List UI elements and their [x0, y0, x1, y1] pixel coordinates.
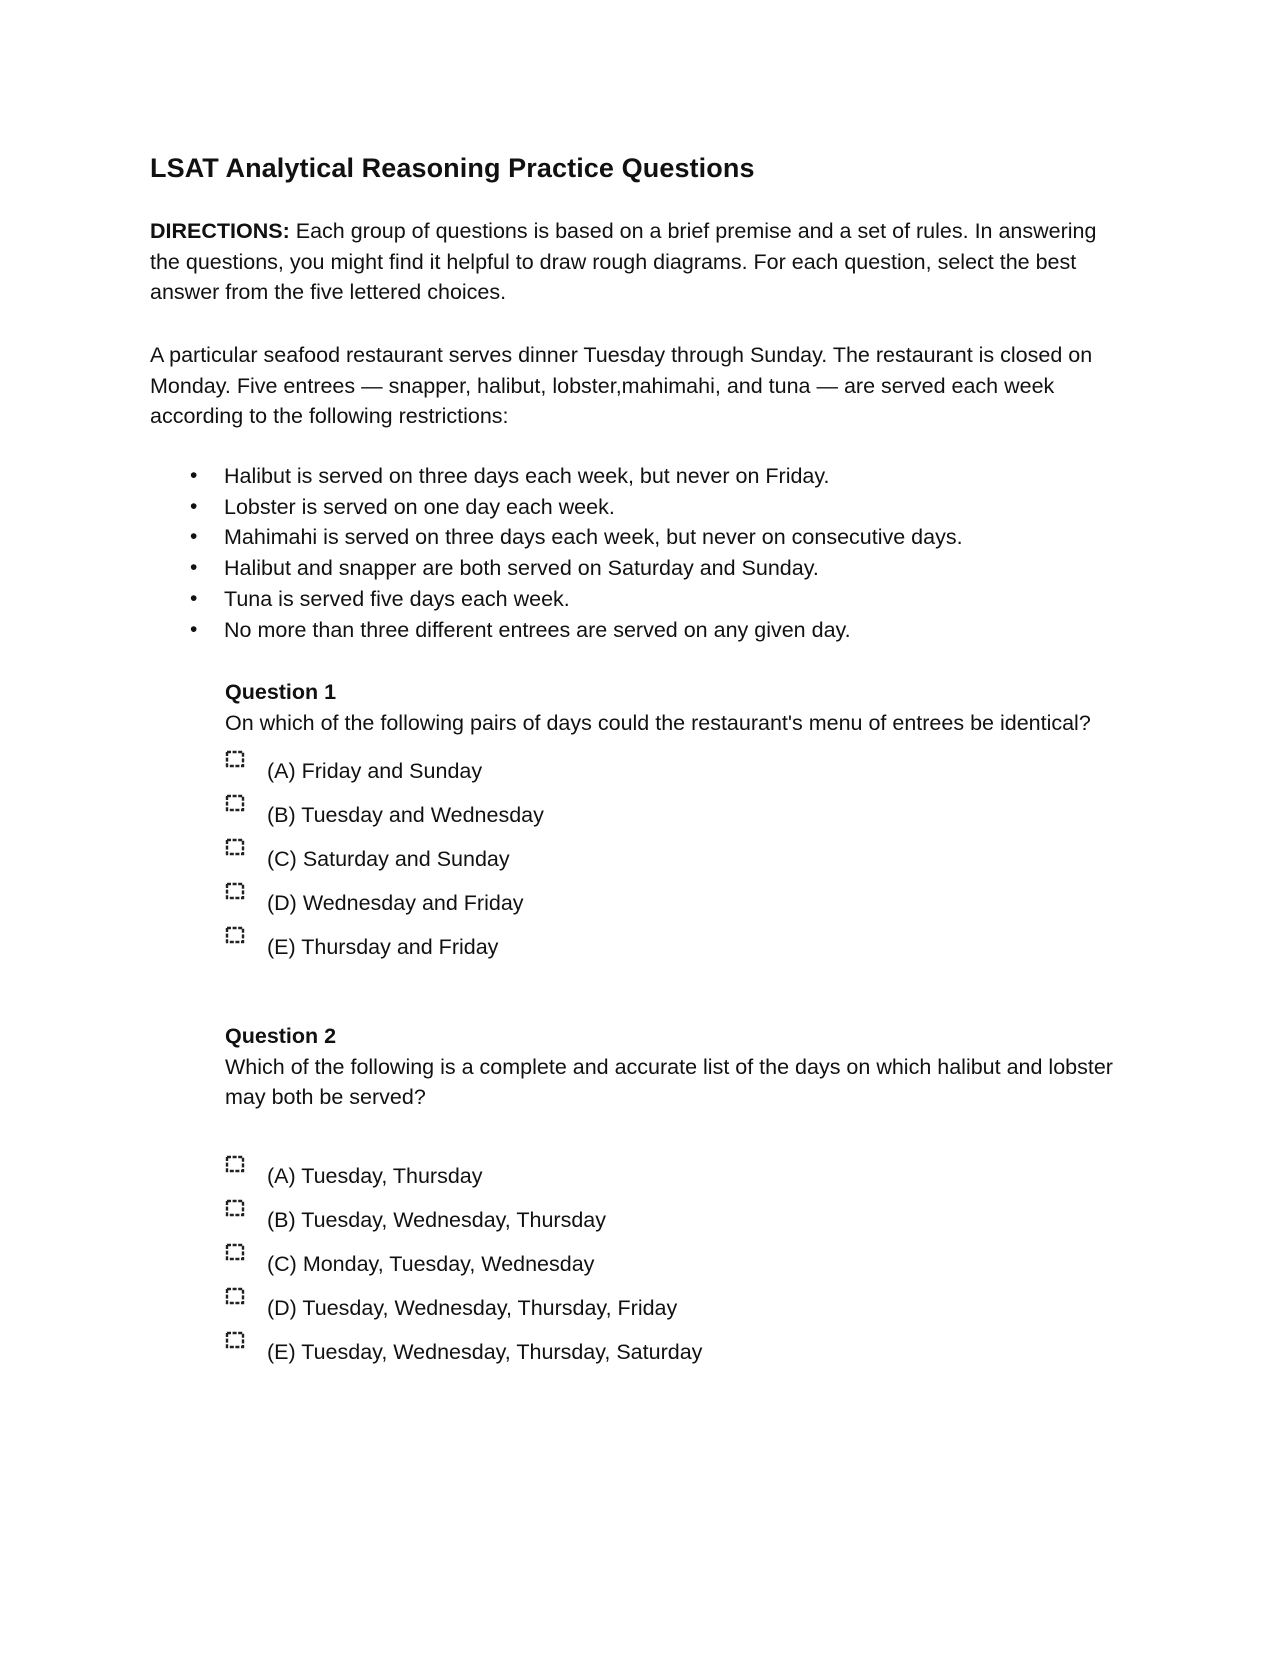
- rule-text: Halibut and snapper are both served on Saturday and Sunday.: [224, 556, 819, 581]
- question-heading: Question 1: [225, 680, 337, 704]
- rule-item: [150, 615, 963, 646]
- answer-option-b[interactable]: [225, 794, 1125, 838]
- page-title: LSAT Analytical Reasoning Practice Questions: [150, 153, 755, 183]
- directions-label: DIRECTIONS:: [150, 219, 290, 243]
- answer-option-d[interactable]: [225, 1287, 1125, 1331]
- answer-option-e[interactable]: [225, 1331, 1125, 1375]
- option-label: (D) Wednesday and Friday: [267, 891, 524, 915]
- option-label: (B) Tuesday and Wednesday: [267, 803, 544, 827]
- answer-option-b[interactable]: [225, 1199, 1125, 1243]
- checkbox-icon[interactable]: [225, 1199, 245, 1217]
- answer-options: [225, 750, 1125, 970]
- question-text: On which of the following pairs of days could the restaurant's menu of entrees be identical?: [225, 710, 1091, 735]
- rule-item: [150, 522, 963, 553]
- bullet-icon: •: [190, 617, 198, 641]
- rule-item: [150, 492, 963, 523]
- bullet-icon: •: [190, 494, 198, 518]
- checkbox-icon[interactable]: [225, 750, 245, 768]
- rules-list: [150, 461, 963, 645]
- option-label: (D) Tuesday, Wednesday, Thursday, Friday: [267, 1295, 678, 1320]
- answer-option-e[interactable]: [225, 926, 1125, 970]
- answer-option-c[interactable]: [225, 838, 1125, 882]
- bullet-icon: •: [190, 586, 198, 610]
- checkbox-icon[interactable]: [225, 1243, 245, 1261]
- answer-option-a[interactable]: [225, 1155, 1125, 1199]
- checkbox-icon[interactable]: [225, 926, 245, 944]
- option-label: (E) Thursday and Friday: [267, 935, 499, 959]
- rule-text: Halibut is served on three days each week, but never on Friday.: [224, 464, 830, 488]
- checkbox-icon[interactable]: [225, 1155, 245, 1173]
- directions-paragraph: [150, 216, 1130, 308]
- premise-paragraph: A particular seafood restaurant serves dinner Tuesday through Sunday. The restaurant is closed on Monday. Five entrees — snapper, halibut, lobster,mahimahi, and tuna — are served each week according to the following restrictions:: [150, 343, 1093, 428]
- option-label: (A) Tuesday, Thursday: [267, 1163, 483, 1188]
- checkbox-icon[interactable]: [225, 882, 245, 900]
- checkbox-icon[interactable]: [225, 794, 245, 812]
- bullet-icon: •: [190, 464, 198, 487]
- rule-item: [150, 553, 963, 584]
- question-text: Which of the following is a complete and accurate list of the days on which halibut and lobster may both be served?: [225, 1054, 1113, 1109]
- rule-item: [150, 584, 963, 615]
- rule-item: [150, 461, 963, 492]
- question-1: [225, 677, 1125, 970]
- option-label: (E) Tuesday, Wednesday, Thursday, Saturday: [267, 1339, 703, 1364]
- option-label: (C) Monday, Tuesday, Wednesday: [267, 1251, 595, 1276]
- question-2: [225, 1021, 1125, 1375]
- bullet-icon: •: [190, 525, 198, 549]
- rule-text: Lobster is served on one day each week.: [224, 494, 615, 519]
- answer-options: [225, 1155, 1125, 1375]
- option-label: (B) Tuesday, Wednesday, Thursday: [267, 1207, 606, 1232]
- answer-option-d[interactable]: [225, 882, 1125, 926]
- directions-text: Each group of questions is based on a brief premise and a set of rules. In answering the questions, you might find it helpful to draw rough diagrams. For each question, select the best answer from the five lettered choices.: [150, 219, 1097, 304]
- rule-text: No more than three different entrees are served on any given day.: [224, 617, 851, 642]
- rule-text: Mahimahi is served on three days each week, but never on consecutive days.: [224, 525, 963, 550]
- checkbox-icon[interactable]: [225, 1331, 245, 1349]
- option-label: (A) Friday and Sunday: [267, 759, 483, 783]
- rule-text: Tuna is served five days each week.: [224, 586, 570, 611]
- option-label: (C) Saturday and Sunday: [267, 847, 510, 871]
- bullet-icon: •: [190, 556, 198, 580]
- checkbox-icon[interactable]: [225, 1287, 245, 1305]
- question-heading: Question 2: [225, 1024, 337, 1048]
- answer-option-a[interactable]: [225, 750, 1125, 794]
- checkbox-icon[interactable]: [225, 838, 245, 856]
- answer-option-c[interactable]: [225, 1243, 1125, 1287]
